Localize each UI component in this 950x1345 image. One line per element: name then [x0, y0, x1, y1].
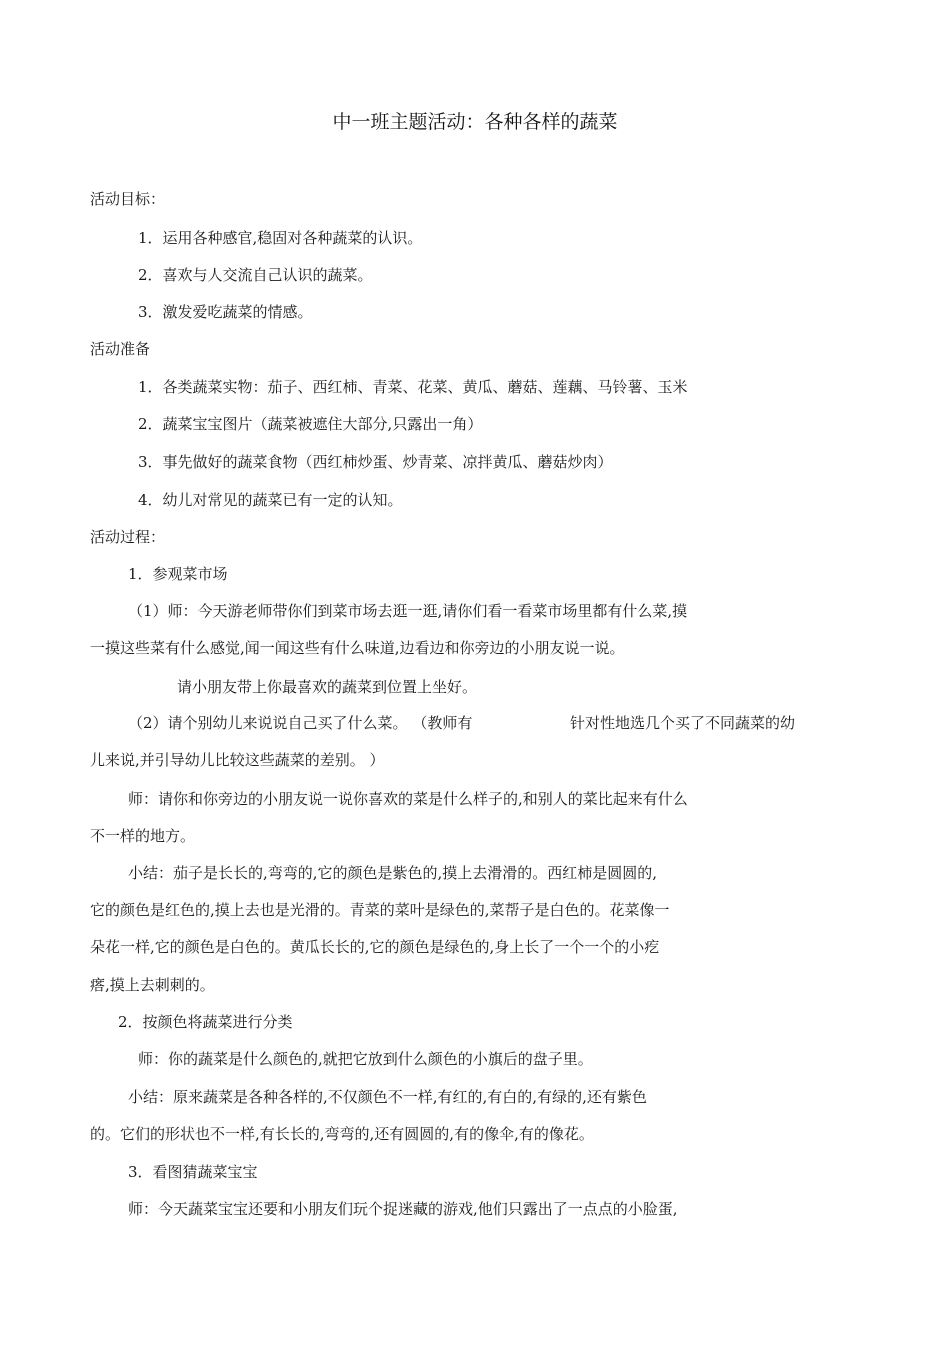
goal-item: 1．运用各种感官,稳固对各种蔬菜的认识。 [138, 229, 423, 247]
step1-paragraph-line: （1）师：今天游老师带你们到菜市场去逛一逛,请你们看一看菜市场里都有什么菜,摸 [128, 602, 688, 620]
step1-paragraph-line: 儿来说,并引导幼儿比较这些蔬菜的差别。 ） [90, 751, 385, 769]
step2-summary-line: 小结：原来蔬菜是各种各样的,不仅颜色不一样,有红的,有白的,有绿的,还有紫色 [128, 1088, 647, 1106]
goals-heading: 活动目标： [90, 190, 166, 208]
prep-item: 4．幼儿对常见的蔬菜已有一定的认知。 [138, 491, 403, 509]
step1-paragraph-line: 不一样的地方。 [90, 827, 196, 845]
step1-paragraph-line: （2）请个别幼儿来说说自己买了什么菜。 （教师有 [128, 714, 473, 732]
step1-paragraph-line: 一摸这些菜有什么感觉,闻一闻这些有什么味道,边看边和你旁边的小朋友说一说。 [90, 639, 625, 657]
step2-paragraph-line: 师：你的蔬菜是什么颜色的,就把它放到什么颜色的小旗后的盘子里。 [138, 1050, 593, 1068]
goal-item: 3．激发爱吃蔬菜的情感。 [138, 303, 313, 321]
step1-paragraph-line: 请小朋友带上你最喜欢的蔬菜到位置上坐好。 [177, 678, 478, 696]
goal-item: 2．喜欢与人交流自己认识的蔬菜。 [138, 266, 373, 284]
prep-item: 2．蔬菜宝宝图片（蔬菜被遮住大部分,只露出一角） [138, 415, 483, 433]
process-heading: 活动过程： [90, 528, 166, 546]
prep-item: 3．事先做好的蔬菜食物（西红柿炒蛋、炒青菜、凉拌黄瓜、蘑菇炒肉） [138, 453, 613, 471]
step3-paragraph-line: 师：今天蔬菜宝宝还要和小朋友们玩个捉迷藏的游戏,他们只露出了一点点的小脸蛋, [128, 1200, 678, 1218]
page-title: 中一班主题活动：各种各样的蔬菜 [332, 111, 618, 133]
step1-summary-line: 小结：茄子是长长的,弯弯的,它的颜色是紫色的,摸上去滑滑的。西红柿是圆圆的, [128, 864, 658, 882]
step1-summary-line: 瘩,摸上去刺刺的。 [90, 976, 215, 994]
step1-heading: 1．参观菜市场 [128, 565, 228, 583]
prep-heading: 活动准备 [90, 340, 151, 358]
step1-summary-line: 朵花一样,它的颜色是白色的。黄瓜长长的,它的颜色是绿色的,身上长了一个一个的小疙 [90, 938, 660, 956]
prep-item: 1．各类蔬菜实物：茄子、西红柿、青菜、花菜、黄瓜、蘑菇、莲藕、马铃薯、玉米 [138, 378, 688, 396]
step3-heading: 3．看图猜蔬菜宝宝 [128, 1163, 258, 1181]
step1-summary-line: 它的颜色是红色的,摸上去也是光滑的。青菜的菜叶是绿色的,菜帮子是白色的。花菜像一 [90, 901, 670, 919]
step1-paragraph-line: 针对性地选几个买了不同蔬菜的幼 [570, 714, 796, 732]
step2-summary-line: 的。它们的形状也不一样,有长长的,弯弯的,还有圆圆的,有的像伞,有的像花。 [90, 1125, 594, 1143]
step2-heading: 2．按颜色将蔬菜进行分类 [118, 1013, 293, 1031]
step1-paragraph-line: 师：请你和你旁边的小朋友说一说你喜欢的菜是什么样子的,和别人的菜比起来有什么 [128, 790, 688, 808]
